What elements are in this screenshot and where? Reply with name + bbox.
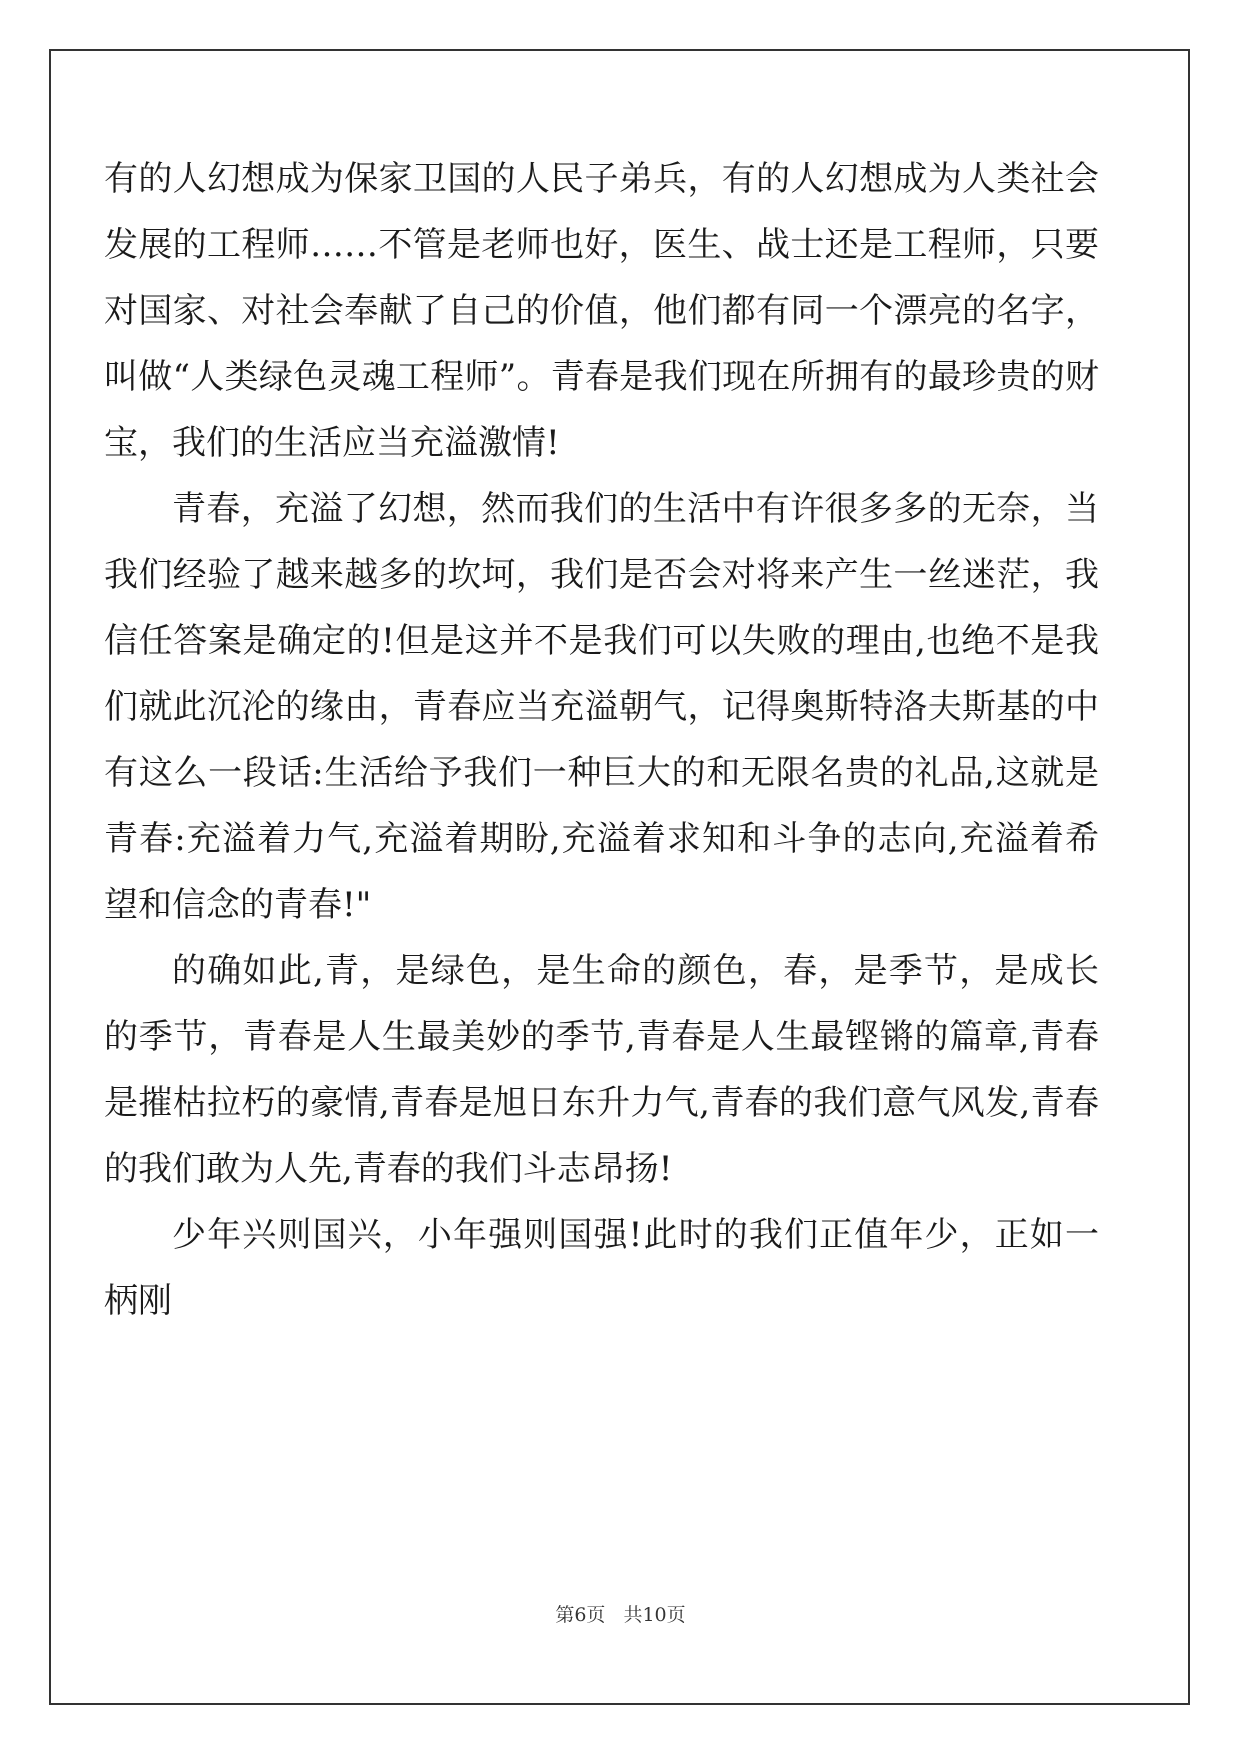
paragraph-1: 有的人幻想成为保家卫国的人民子弟兵，有的人幻想成为人类社会发展的工程师……不管是老师也好，医生、战士还是工程师，只要对国家、对社会奉献了自己的价值，他们都有同一个漂亮的名字，叫做“人类绿色灵魂工程师”。青春是我们现在所拥有的最珍贵的财宝，我们的生活应当充溢激情! [104,159,1099,463]
paragraph-4: 少年兴则国兴，小年强则国强!此时的我们正值年少，正如一柄刚 [104,1215,1099,1321]
page-number: 第6页 [555,1604,606,1626]
page-total: 共10页 [623,1604,686,1626]
paragraph-2: 青春，充溢了幻想，然而我们的生活中有许很多多的无奈，当我们经验了越来越多的坎坷，我们是否会对将来产生一丝迷茫，我信任答案是确定的!但是这并不是我们可以失败的理由,也绝不是我们就此沉沦的缘由，青春应当充溢朝气，记得奥斯特洛夫斯基的中有这么一段话:生活给予我们一种巨大的和无限名贵的礼品,这就是青春:充溢着力气,充溢着期盼,充溢着求知和斗争的志向,充溢着希望和信念的青春!" [104,489,1099,925]
paragraph-3: 的确如此,青，是绿色，是生命的颜色，春，是季节，是成长的季节，青春是人生最美妙的季节,青春是人生最铿锵的篇章,青春是摧枯拉朽的豪情,青春是旭日东升力气,青春的我们意气风发,青春的我们敢为人先,青春的我们斗志昂扬! [104,951,1099,1189]
document-body [104,146,1099,1334]
page-footer [0,1600,1241,1627]
